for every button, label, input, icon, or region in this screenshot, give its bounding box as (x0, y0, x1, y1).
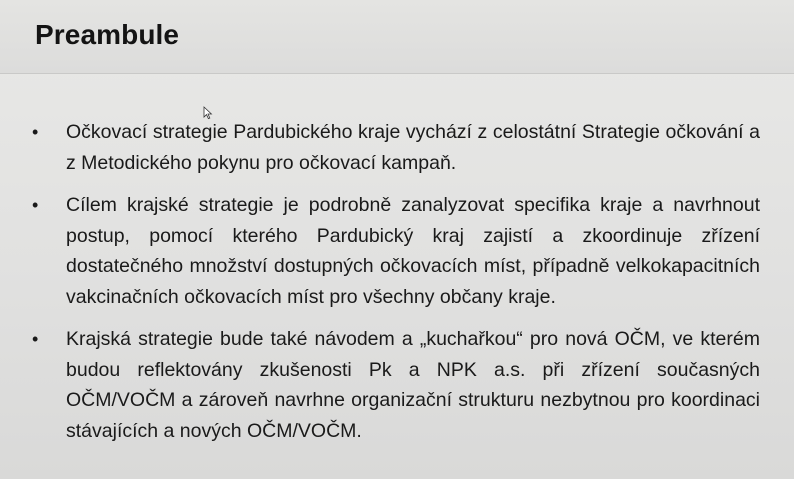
bullet-marker: • (32, 122, 39, 142)
list-item (30, 190, 760, 312)
slide-title: Preambule (35, 19, 180, 50)
bullet-text: Očkovací strategie Pardubického kraje vychází z celostátní Strategie očkování a z Metodického pokynu pro očkovací kampaň. (66, 121, 760, 174)
title-band (0, 0, 794, 74)
bullet-text: Krajská strategie bude také návodem a „kuchařkou“ pro nová OČM, ve kterém budou reflektovány zkušenosti Pk a NPK a.s. při zřízení současných OČM/VOČM a zároveň navrhne organizační strukturu nezbytnou pro koordinaci stávajících a nových OČM/VOČM. (66, 328, 760, 442)
bullet-marker: • (32, 329, 39, 349)
list-item (30, 117, 760, 178)
bullet-list (30, 117, 760, 458)
bullet-text: Cílem krajské strategie je podrobně zanalyzovat specifika kraje a navrhnout postup, pomocí kterého Pardubický kraj zajistí a zkoordinuje zřízení dostatečného množství dostupných očkovacích míst, případně velkokapacitních vakcinačních očkovacích míst pro všechny občany kraje. (66, 194, 760, 308)
bullet-marker: • (32, 195, 39, 215)
list-item (30, 324, 760, 446)
